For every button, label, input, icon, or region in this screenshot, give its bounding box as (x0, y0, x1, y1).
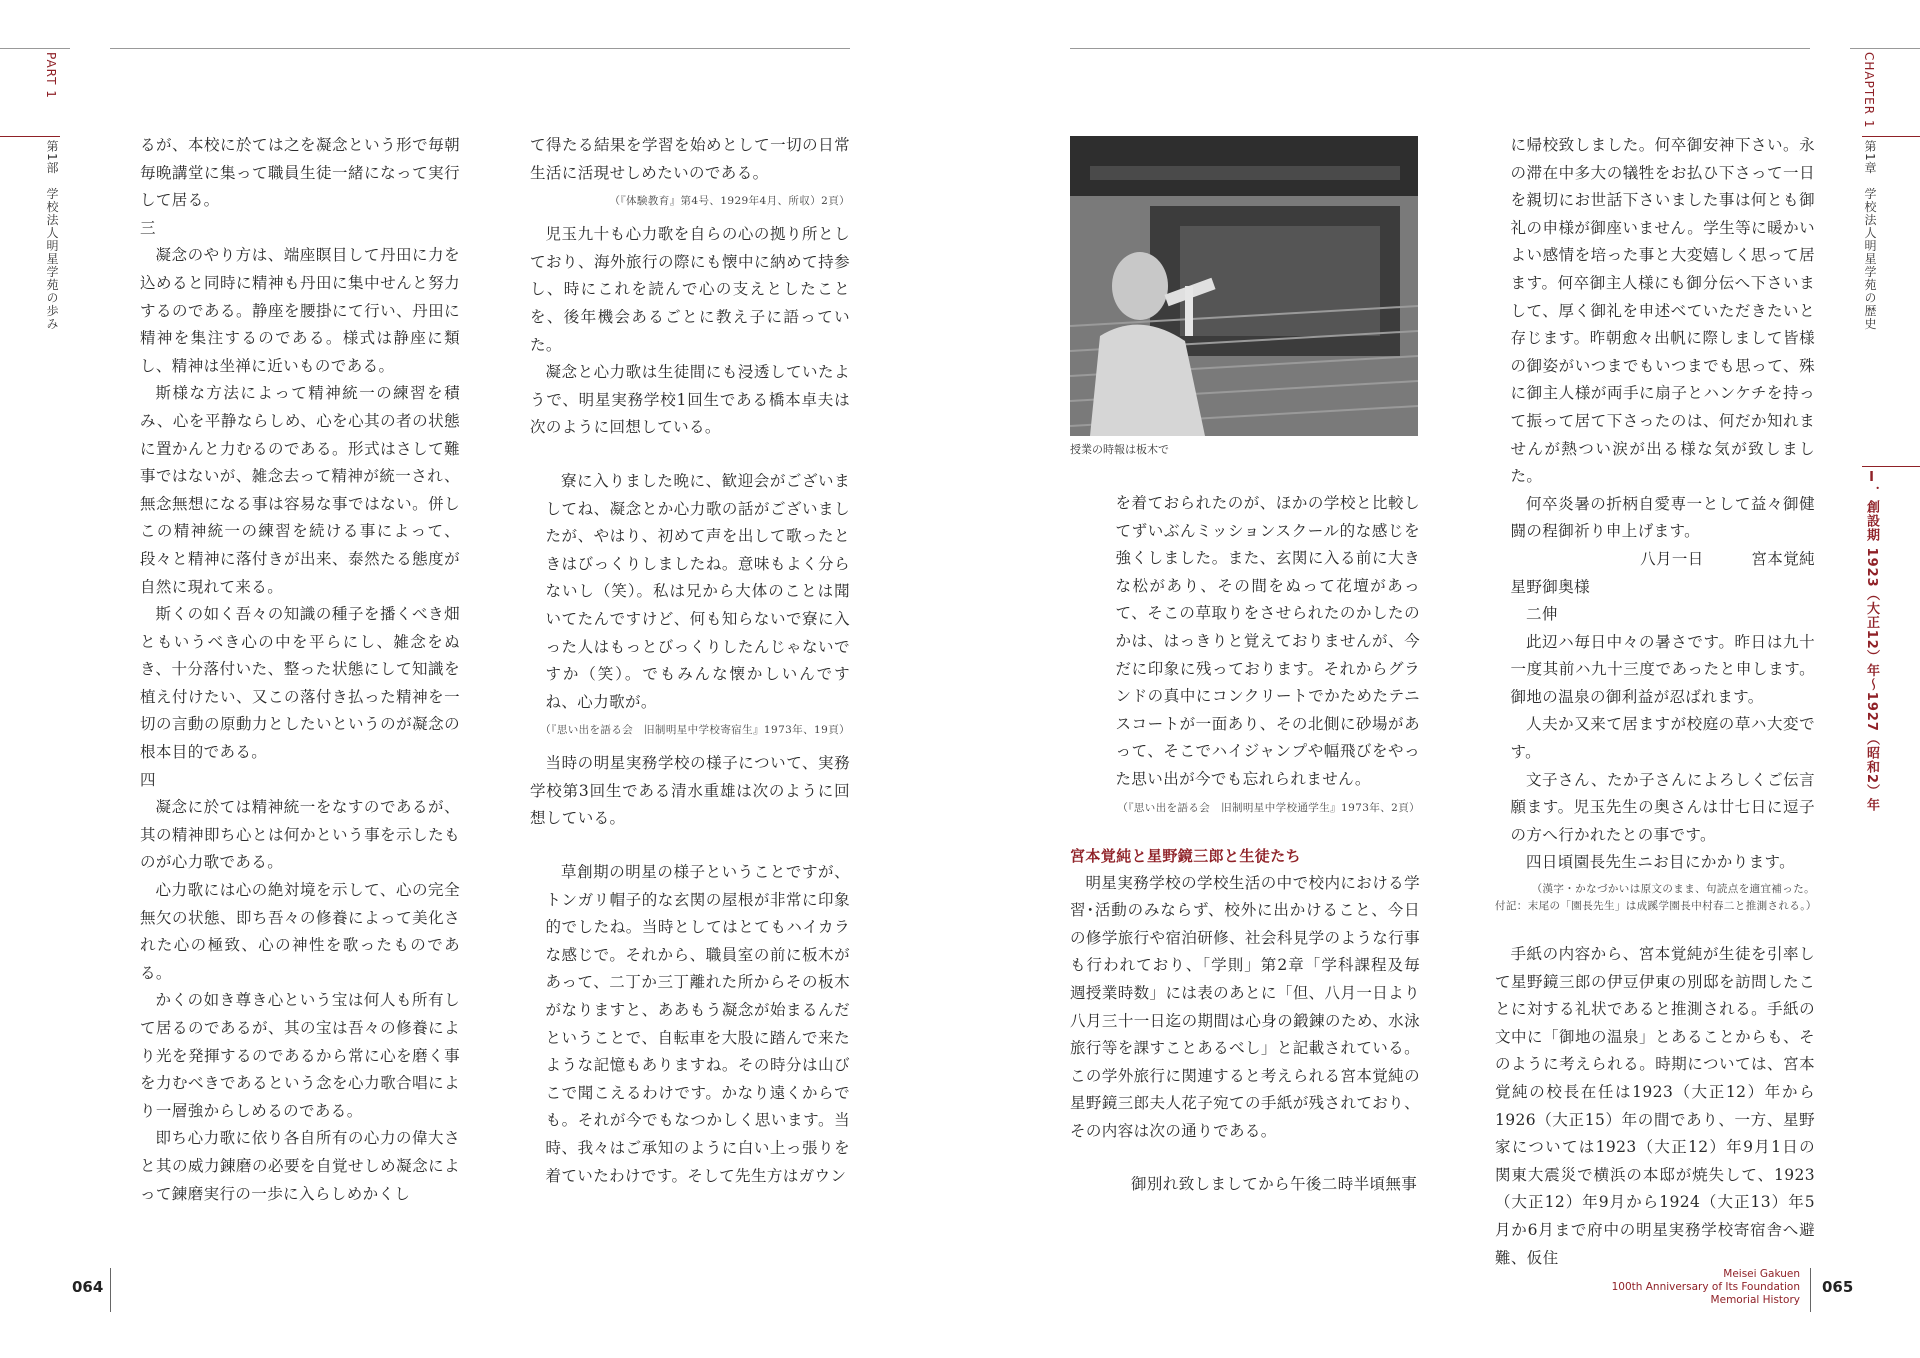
quote-block: を着ておられたのが、ほかの学校と比較してずいぶんミッションスクール的な感じを強くしました。また、玄関に入る前に大きな松があり、その間をぬって花壇があって、そこの草取りをさせられたのかしたのかは、はっきりと覚えておりませんが、今だに印象に残っております。それからグランドの真中にコンクリートでかためたテニスコートが一面あり、その北側に砂場があって、そこでハイジャンプや幅飛びをやった思い出が今でも忘れられません。 (1115, 494, 1420, 788)
paragraph: 明星実務学校の学校生活の中で校内における学習･活動のみならず、校外に出かけること、今日の修学旅行や宿泊研修、社会科見学のような行事も行われており、「学則」第2章「学科課程及毎週授業時数」には表のあとに「但、八月一日より八月三十一日迄の期間は心身の鍛錬のため、水泳旅行等を課すことあるべし」と記載されている。この学外旅行に関連すると考えられる宮本覚純の星野鏡三郎夫人花子宛ての手紙が残されており、その内容は次の通りである。 (1070, 873, 1420, 1140)
source-citation: （『体験教育』第4号、1929年4月、所収）2頁） (609, 195, 850, 208)
paragraph: 斯くの如く吾々の知識の種子を播くべき畑ともいうべき心の中を平らにし、雑念をぬき、十分落付いた、整った状態にして知識を植え付けたい、又この落付き払った精神を一切の言動の原動力としたいというのが凝念の根本目的である。 (140, 605, 460, 762)
spacer (1495, 915, 1815, 941)
paragraph: 凝念のやり方は、端座瞑目して丹田に力を込めると同時に精神も丹田に集中せんと努力するのである。静座を腰掛にて行い、丹田に精神を集注するのである。様式は静座に類し、精神は坐禅に近いものである。 (140, 246, 460, 375)
photo-caption: 授業の時報は板木で (1070, 443, 1169, 456)
period-tab-divider (1862, 466, 1920, 467)
chapter-title-tab: 第1章 学校法人明星学苑の歴史 (1863, 140, 1877, 331)
paragraph: 児玉九十も心力歌を自らの心の拠り所としており、海外旅行の際にも懐中に納めて持参し、時にこれを読んで心の支えとしたことを、後年機会あるごとに教え子に語っていた。 (530, 225, 850, 354)
left-top-rule (110, 48, 850, 49)
photo-illustration (1070, 136, 1418, 436)
chapter-tab: CHAPTER 1 (1862, 52, 1876, 129)
left-column-2 (530, 132, 850, 1190)
period-tab: Ⅰ．創設期 1923（大正12）年～1927（昭和2）年 (1864, 470, 1879, 813)
paragraph: 斯様な方法によって精神統一の練習を積み、心を平静ならしめ、心を心其の者の状態に置かんと力むるのである。形式はさして難事ではないが、雑念去って精神が統一され、無念無想になる事は容易な事ではない。併しこの精神統一の練習を続ける事によって、段々と精神に落付きが出来、泰然たる態度が自然に現れて来る。 (140, 384, 460, 596)
letter-text: 何卒炎暑の折柄自愛専一として益々御健闘の程御祈り申上げます。 (1510, 494, 1815, 541)
letter-text: に帰校致しました。何卒御安神下さい。永の滞在中多大の犠牲をお払ひ下さって一日を親切にお世話下さいました事は何とも御礼の申様が御座いません。学生等に暖かいよい感情を培った事と大変嬉しく思って居ます。何卒御主人様にも御分伝へ下さいまして、厚く御礼を申述べていただきたいと存じます。昨朝愈々出帆に際しまして皆様の御姿がいつまでもいつまでも思って、殊に御主人様が両手に扇子とハンケチを持って振って居て下さったのは、何だか知れませんが熱つい涙が出る様な気が致しました。 (1510, 136, 1815, 486)
quote-block: 草創期の明星の様子ということですが、トンガリ帽子的な玄関の屋根が非常に印象的でしたね。当時としてはとてもハイカラな感じで。それから、職員室の前に板木があって、二丁か三丁離れた所からその板木がなりますと、ああもう凝念が始まるんだということで、自転車を大股に踏んで来たような記憶もありますね。その時分は山びこで聞こえるわけです。かなり遠くからでも。それが今でもなつかしく思います。当時、我々はご承知のように白い上っ張りを着ていたわけです。そして先生方はガウン (545, 863, 850, 1185)
section-number: 四 (140, 770, 156, 789)
left-column-1 (140, 132, 460, 1208)
paragraph: 即ち心力歌に依り各自所有の心力の偉大さと其の威力錬磨の必要を自覚せしめ凝念によって錬磨実行の一歩に入らしめかくし (140, 1129, 460, 1203)
right-column-1 (1070, 490, 1420, 1199)
page-number-right: 065 (1822, 1278, 1854, 1296)
paragraph: て得たる結果を学習を始めとして一切の日常生活に活現せしめたいのである。 (530, 136, 850, 182)
right-outer-rule (1850, 48, 1920, 49)
quote-block: 寮に入りました晩に、歓迎会がございましてね、凝念とか心力歌の話がございましたが、やはり、初めて声を出して歌ったときはびっくりしましたね。意味もよく分らないし（笑）。私は兄から大体のことは聞いてたんですけど、何も知らないで寮に入った人はもっとびっくりしたんじゃないですか（笑）。でもみんな懐かしいんですね、心力歌が。 (545, 471, 850, 711)
footer-line: Memorial History (1710, 1294, 1800, 1306)
part-tab-divider (0, 136, 60, 137)
spacer (1100, 1145, 1420, 1171)
book-title-footer (1600, 1268, 1800, 1307)
paragraph: るが、本校に於ては之を凝念という形で毎朝毎晩講堂に集って職員生徒一緒になって実行して居る。 (140, 136, 460, 210)
letter-postscript-label: 二伸 (1526, 605, 1558, 624)
chapter-tab-divider (1862, 136, 1920, 137)
footer-separator-left (110, 1268, 111, 1312)
paragraph: 手紙の内容から、宮本覚純が生徒を引率して星野鏡三郎の伊豆伊東の別邸を訪問したことに対する礼状であると推測される。手紙の文中に「御地の温泉」とあることからも、そのように考えられる。時期については、宮本覚純の校長在任は1923（大正12）年から1926（大正15）年の間であり、一方、星野家については1923（大正12）年9月1日の関東大震災で横浜の本邸が焼失して、1923（大正12）年9月から1924（大正13）年5月か6月まで府中の明星実務学校寄宿舎へ避難、仮住 (1495, 945, 1815, 1267)
itaki-photo (1070, 136, 1418, 436)
section-heading: 宮本覚純と星野鏡三郎と生徒たち (1070, 846, 1302, 865)
section-number: 三 (140, 218, 156, 237)
section-tab: 第1部 学校法人明星学苑の歩み (45, 140, 59, 331)
source-citation: （『思い出を語る会 旧制明星中学校寄宿生』1973年、19頁） (540, 724, 850, 737)
footer-line: 100th Anniversary of Its Foundation (1611, 1281, 1800, 1293)
footer-separator-right (1810, 1268, 1811, 1312)
letter-postscript: 此辺ハ毎日中々の暑さです。昨日は九十一度其前ハ九十三度であったと申します。御地の温泉の御利益が忍ばれます。 (1510, 632, 1815, 706)
left-outer-rule (0, 48, 70, 49)
letter-postscript: 文子さん、たか子さんによろしくご伝言願ます。児玉先生の奥さんは廿七日に逗子の方へ行かれたとの事です。 (1510, 770, 1815, 844)
letter-addressee: 星野御奥様 (1510, 577, 1591, 596)
letter-signature: 八月一日 宮本覚純 (1640, 549, 1815, 568)
letter-postscript: 四日頃園長先生ニお目にかかります。 (1526, 853, 1796, 872)
source-citation: （『思い出を語る会 旧制明星中学校通学生』1973年、2頁） (1117, 801, 1420, 814)
spacer (530, 442, 850, 468)
page-number-left: 064 (72, 1278, 104, 1296)
footer-line: Meisei Gakuen (1723, 1268, 1800, 1280)
spacer (530, 833, 850, 859)
paragraph: 凝念と心力歌は生徒間にも浸透していたようで、明星実務学校1回生である橋本卓夫は次のように回想している。 (530, 363, 850, 437)
paragraph: 心力歌には心の絶対境を示して、心の完全無欠の状態、即ち吾々の修養によって美化された心の極致、心の神性を歌ったものである。 (140, 881, 460, 982)
editorial-note: （漢字・かなづかいは原文のまま、句読点を適宜補った。 (1531, 883, 1815, 896)
paragraph: かくの如き尊き心という宝は何人も所有して居るのであるが、其の宝は吾々の修養により光を発揮するのであるから常に心を磨く事を力むべきであるという念を心力歌合唱により一層強からしめるのである。 (140, 991, 460, 1120)
part-tab: PART 1 (44, 52, 58, 99)
editorial-note: 付記：末尾の「園長先生」は成蹊学園長中村春二と推測される。） (1495, 900, 1817, 913)
paragraph: 当時の明星実務学校の様子について、実務学校第3回生である清水重雄は次のように回想している。 (530, 754, 850, 828)
spacer (1100, 828, 1420, 842)
letter-postscript: 人夫か又来て居ますが校庭の草ハ大変です。 (1510, 715, 1815, 762)
quote-block: 御別れ致しましてから午後二時半頃無事 (1131, 1175, 1418, 1194)
right-top-rule (1070, 48, 1810, 49)
paragraph: 凝念に於ては精神統一をなすのであるが、其の精神即ち心とは何かという事を示したものが心力歌である。 (140, 798, 460, 872)
right-column-2 (1495, 132, 1815, 1272)
